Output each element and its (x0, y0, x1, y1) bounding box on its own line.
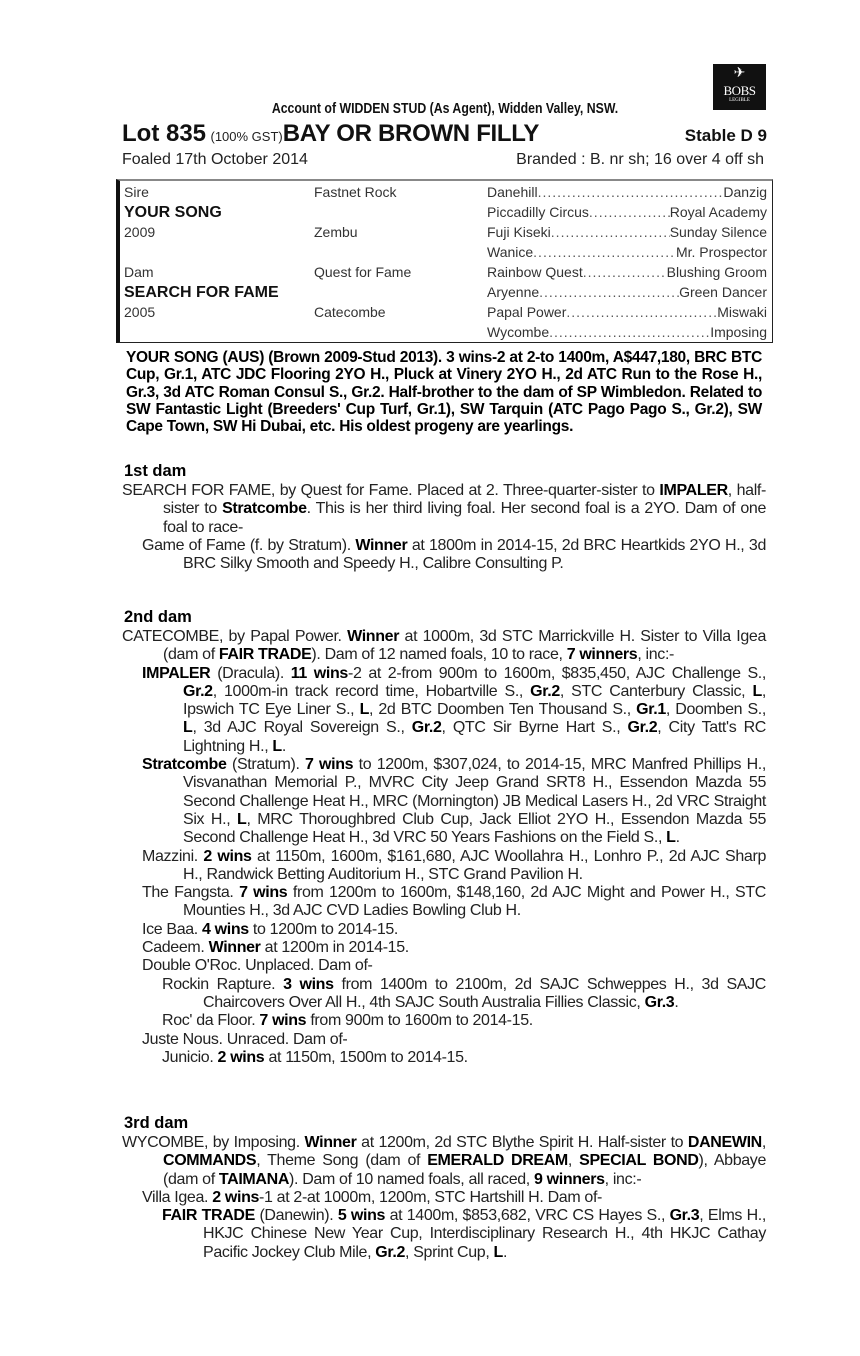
vendor-account: Account of WIDDEN STUD (As Agent), Widden Valley, NSW. (271, 100, 619, 117)
logo-subtext: LEGIBLE (729, 98, 750, 103)
highlight-text: Winner (347, 628, 400, 645)
section-heading: 2nd dam (124, 608, 192, 626)
record-text: Mazzini. (142, 847, 204, 865)
record-text: , Sprint Cup, (405, 1243, 494, 1261)
record-text: . (674, 993, 679, 1011)
record-text: , MRC Thoroughbred Club Cup, Jack Elliot 2YO H., Essendon Mazda 55 Second Challenge Heat H., 3d VRC 50 Years Fashions on the Field S., (183, 810, 767, 847)
dam-section (122, 1114, 766, 1262)
ancestor-sire: Sunday Silence (669, 224, 767, 240)
lot-description: BAY OR BROWN FILLY (282, 120, 540, 147)
ancestor-sire: Green Dancer (679, 284, 767, 300)
produce-record (122, 482, 766, 537)
leader-dots (551, 224, 670, 240)
highlight-text: Stratcombe (142, 756, 227, 774)
pedigree-table (116, 179, 773, 343)
record-text: , (761, 1134, 766, 1151)
pedigree-row (487, 304, 767, 320)
pedigree-row (487, 244, 767, 260)
highlight-text: Winner (304, 1134, 357, 1151)
lot-number: Lot 835 (122, 120, 207, 147)
record-text: Juste Nous. Unraced. Dam of- (142, 1030, 348, 1048)
dam-section (122, 608, 766, 1067)
produce-record (122, 628, 766, 665)
ancestor-name: Papal Power (487, 304, 567, 320)
record-text: , QTC Sir Byrne Hart S., (441, 719, 628, 737)
record-text: , 3d AJC Royal Sovereign S., (192, 719, 412, 737)
highlight-text: 7 wins (259, 1012, 307, 1030)
record-text: . (675, 829, 680, 847)
highlight-text: FAIR TRADE (218, 646, 312, 664)
produce-record (122, 976, 766, 1013)
record-text: The Fangsta. (142, 884, 240, 902)
ancestor-name: Fuji Kiseki (487, 224, 551, 240)
sire-label: Sire (124, 184, 149, 200)
ancestor-sire: Danzig (723, 184, 767, 200)
highlight-text: L (493, 1243, 503, 1261)
ancestor-sire: Blushing Groom (666, 264, 767, 280)
record-text: , City Tatt's RC Lightning H., (183, 719, 767, 755)
section-heading: 3rd dam (124, 1114, 189, 1132)
produce-record (122, 1189, 766, 1207)
record-text: Cadeem. (142, 939, 209, 957)
granddam: Zembu (314, 224, 358, 240)
record-text: , STC Canterbury Classic, (559, 682, 753, 700)
record-text: ), Abbaye (dam of (163, 1152, 767, 1188)
produce-record (122, 537, 766, 574)
ancestor-name: Aryenne (487, 284, 540, 300)
gst-note: (100% GST) (210, 129, 283, 144)
leader-dots (566, 304, 717, 320)
ancestor-sire: Mr. Prospector (675, 244, 767, 260)
dam-name: SEARCH FOR FAME (124, 284, 279, 301)
ancestor-name: Rainbow Quest (487, 264, 583, 280)
highlight-text: 7 wins (305, 756, 354, 774)
pedigree-row (487, 324, 767, 340)
record-text: , 1000m-in track record time, Hobartville S., (212, 682, 531, 700)
record-text: , Ipswich TC Eye Liner S., (183, 682, 766, 719)
leader-dots (583, 264, 667, 280)
section-heading: 1st dam (124, 462, 187, 480)
foaled-date: Foaled 17th October 2014 (122, 151, 308, 168)
record-text: -2 at 2-from 900m to 1600m, $835,450, AJC Challenge S., (347, 664, 766, 682)
ancestor-name: Danehill (487, 184, 538, 200)
highlight-text: Gr.1 (636, 701, 666, 719)
highlight-text: 9 winners (533, 1170, 605, 1188)
highlight-text: 7 wins (239, 884, 288, 902)
record-text: , (567, 1152, 580, 1170)
highlight-text: COMMANDS (163, 1152, 257, 1170)
produce-record (122, 921, 766, 939)
highlight-text: 3 wins (283, 975, 334, 993)
record-text: Villa Igea. (142, 1188, 213, 1206)
record-text: -1 at 2-at 1000m, 1200m, STC Hartshill H. Dam of- (259, 1188, 603, 1206)
highlight-text: Gr.2 (183, 682, 213, 700)
record-text: Roc' da Floor. (162, 1012, 260, 1030)
record-text: at 1200m in 2014-15. (260, 939, 409, 957)
highlight-text: 2 wins (212, 1188, 260, 1206)
ancestor-sire: Royal Academy (669, 204, 767, 220)
record-text: WYCOMBE, by Imposing. (122, 1134, 305, 1151)
record-text: at 1200m, 2d STC Blythe Spirit H. Half-sister to (356, 1134, 688, 1151)
ancestor-name: Wycombe (487, 324, 550, 340)
record-text: at 1150m, 1500m to 2014-15. (264, 1048, 468, 1066)
record-text: at 1400m, $853,682, VRC CS Hayes S., (385, 1207, 670, 1225)
leader-dots (549, 324, 710, 340)
leader-dots (533, 244, 676, 260)
highlight-text: FAIR TRADE (162, 1207, 255, 1225)
produce-record (122, 1049, 766, 1067)
ancestor-sire: Miswaki (717, 304, 767, 320)
record-text: Ice Baa. (142, 920, 202, 938)
highlight-text: 4 wins (202, 920, 249, 938)
highlight-text: DANEWIN (687, 1134, 762, 1151)
record-text: , Elms H., HKJC Chinese New Year Cup, Interdisciplinary Research H., 4th HKJC Cathay Pacific Jockey Club Mile, (203, 1207, 766, 1261)
brand-info: Branded : B. nr sh; 16 over 4 off sh (516, 151, 764, 168)
highlight-text: Stratcombe (222, 500, 307, 518)
dam-label: Dam (124, 264, 154, 280)
produce-record (122, 1207, 766, 1262)
highlight-text: Gr.2 (627, 719, 658, 737)
produce-record (122, 756, 766, 847)
highlight-text: Gr.3 (669, 1207, 700, 1225)
record-text: at 1000m, 3d STC Marrickville H. Sister to Villa Igea (dam of (163, 628, 767, 664)
record-text: at 1800m in 2014-15, 2d BRC Heartkids 2YO H., 3d BRC Silky Smooth and Speedy H., Calibre Consulting P. (183, 536, 766, 573)
dam-year: 2005 (124, 304, 156, 320)
ancestor-name: Wanice (487, 244, 534, 260)
lot-line (122, 120, 767, 148)
record-text: . (281, 737, 286, 755)
pedigree-row (487, 264, 767, 280)
record-text: , 2d BTC Doomben Ten Thousand S., (369, 701, 637, 719)
record-text: , inc:- (637, 646, 675, 664)
record-text: (Danewin). (254, 1207, 338, 1225)
record-text: . This is her third living foal. Her second foal is a 2YO. Dam of one foal to race- (163, 500, 767, 536)
grandsire: Fastnet Rock (314, 184, 397, 200)
highlight-text: 2 wins (203, 847, 252, 865)
highlight-text: 11 wins (290, 664, 348, 682)
highlight-text: IMPALER (142, 664, 211, 682)
record-text: Game of Fame (f. by Stratum). (142, 536, 356, 554)
leader-dots (538, 184, 724, 200)
pedigree-row (487, 224, 767, 240)
produce-record (122, 848, 766, 885)
record-text: from 900m to 1600m to 2014-15. (306, 1012, 533, 1030)
record-text: SEARCH FOR FAME, by Quest for Fame. Placed at 2. Three-quarter-sister to (122, 482, 660, 499)
highlight-text: TAIMANA (218, 1170, 290, 1188)
highlight-text: L (752, 682, 762, 700)
leader-dots (589, 204, 670, 220)
leader-dots (539, 284, 679, 300)
ancestor-sire: Imposing (710, 324, 767, 340)
record-text: Junicio. (162, 1048, 218, 1066)
stable-location: Stable D 9 (684, 126, 767, 145)
highlight-text: IMPALER (659, 482, 728, 499)
pedigree-row (487, 184, 767, 200)
highlight-text: 5 wins (337, 1207, 386, 1225)
record-text: to 1200m, $307,024, to 2014-15, MRC Manfred Phillips H., Visvanathan Memorial P., MVRC City Jeep Grand SRT8 H., Essendon Mazda 55 Second Challenge Heat H., MRC (Mornington) JB Medical Lasers H., 2d VRC Straight Six H., (183, 756, 766, 828)
sire-name: YOUR SONG (124, 204, 222, 221)
highlight-text: L (666, 829, 676, 847)
record-text: ). Dam of 12 named foals, 10 to race, (311, 646, 567, 664)
record-text: (Dracula). (210, 664, 291, 682)
highlight-text: Gr.2 (530, 682, 560, 700)
record-text: ). Dam of 10 named foals, all raced, (289, 1170, 534, 1188)
record-text: , half-sister to (163, 482, 766, 518)
record-text: (Stratum). (226, 756, 306, 774)
record-text: from 1200m to 1600m, $148,160, 2d AJC Might and Power H., STC Mounties H., 3d AJC CVD Ladies Bowling Club H. (183, 884, 766, 920)
highlight-text: Gr.2 (411, 719, 442, 737)
pedigree-row (487, 284, 767, 300)
highlight-text: Winner (355, 536, 408, 554)
highlight-text: L (183, 719, 193, 737)
produce-record (122, 939, 766, 957)
ancestor-name: Piccadilly Circus (487, 204, 589, 220)
highlight-text: Gr.2 (375, 1243, 406, 1261)
logo-text: BOBS (723, 83, 756, 98)
dam-section (122, 462, 766, 573)
highlight-text: 7 winners (566, 646, 638, 664)
record-text: at 1150m, 1600m, $161,680, AJC Woollahra H., Lonhro P., 2d AJC Sharp H., Randwick Betting Auditorium H., STC Grand Pavilion H. (183, 847, 766, 883)
record-text: Double O'Roc. Unplaced. Dam of- (142, 957, 373, 975)
granddam: Catecombe (314, 304, 386, 320)
highlight-text: L (272, 737, 282, 755)
produce-record (122, 1134, 766, 1189)
record-text: Rockin Rapture. (162, 975, 284, 993)
record-text: from 1400m to 2100m, 2d SAJC Schweppes H., 3d SAJC Chaircovers Over All H., 4th SAJC South Australia Fillies Classic, (203, 975, 766, 1011)
highlight-text: EMERALD DREAM (427, 1152, 568, 1170)
record-text: , Doomben S., (665, 701, 766, 719)
highlight-text: SPECIAL BOND (579, 1152, 699, 1170)
produce-record (122, 1012, 766, 1030)
sire-year: 2009 (124, 224, 156, 240)
record-text: CATECOMBE, by Papal Power. (122, 628, 348, 645)
record-text: , inc:- (604, 1170, 642, 1188)
pedigree-row (487, 204, 767, 220)
record-text: , Theme Song (dam of (256, 1152, 428, 1170)
produce-record (122, 884, 766, 921)
record-text: to 1200m to 2014-15. (248, 920, 399, 938)
bird-logo-icon: ✈ (733, 66, 746, 81)
highlight-text: 2 wins (217, 1048, 265, 1066)
produce-record (122, 957, 766, 975)
produce-record (122, 665, 766, 756)
produce-record (122, 1031, 766, 1049)
grandsire: Quest for Fame (314, 264, 412, 280)
sire-summary: YOUR SONG (AUS) (Brown 2009-Stud 2013). 3 wins-2 at 2-to 1400m, A$447,180, BRC BTC Cup, Gr.1, ATC JDC Flooring 2YO H., Pluck at Vinery 2YO H., 2d ATC Run to the Rose H., Gr.3, 3d ATC Roman Consul S., Gr.2. Half-brother to the dam of SP Wimbledon. Related to SW Fantastic Light (Breeders' Cup Turf, Gr.1), SW Tarquin (ATC Pago Pago S., Gr.2), SW Cape Town, SW Hi Dubai, etc. His oldest progeny are yearlings. (126, 349, 762, 436)
highlight-text: Gr.3 (644, 993, 675, 1011)
highlight-text: L (237, 810, 247, 828)
record-text: . (502, 1243, 508, 1261)
highlight-text: Winner (208, 939, 261, 957)
highlight-text: L (359, 701, 369, 719)
